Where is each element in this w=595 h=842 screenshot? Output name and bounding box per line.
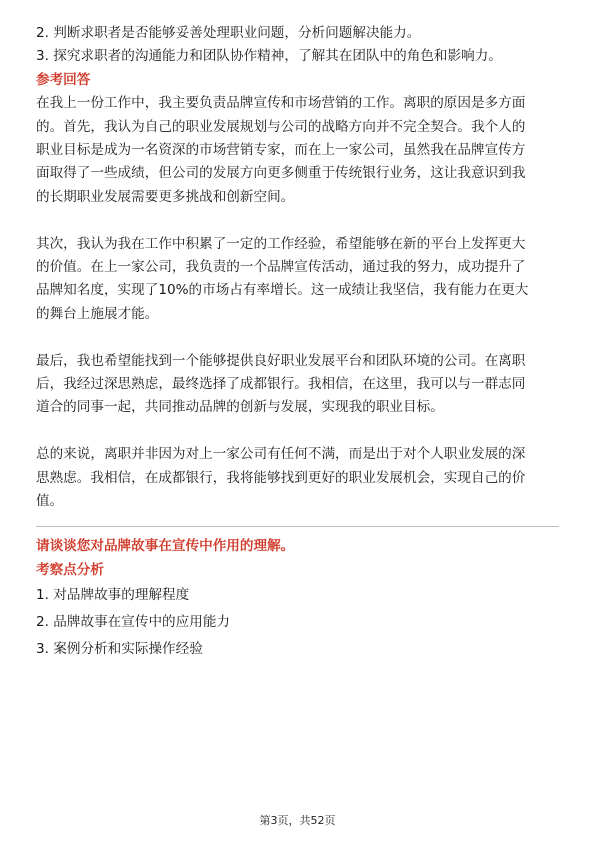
section-divider xyxy=(36,526,559,527)
analysis-heading: 考察点分析 xyxy=(36,561,104,578)
document-page xyxy=(36,22,559,663)
list-item: 3. 探究求职者的沟通能力和团队协作精神，了解其在团队中的角色和影响力。 xyxy=(36,48,502,65)
paragraph-line: 后，我经过深思熟虑，最终选择了成都银行。我相信，在这里，我可以与一群志同 xyxy=(36,376,526,393)
paragraph-line: 在我上一份工作中，我主要负责品牌宣传和市场营销的工作。离职的原因是多方面 xyxy=(36,95,526,112)
answer-heading: 参考回答 xyxy=(36,71,91,88)
answer-paragraph-3 xyxy=(36,350,559,420)
paragraph-line: 最后，我也希望能找到一个能够提供良好职业发展平台和团队环境的公司。在离职 xyxy=(36,352,526,369)
list-item: 2. 品牌故事在宣传中的应用能力 xyxy=(36,614,231,631)
page-number: 第3页，共52页 xyxy=(259,814,336,827)
answer-paragraph-1 xyxy=(36,92,559,209)
paragraph-line: 总的来说，离职并非因为对上一家公司有任何不满，而是出于对个人职业发展的深 xyxy=(36,446,526,463)
answer-paragraph-2 xyxy=(36,233,559,327)
paragraph-line: 思熟虑。我相信，在成都银行，我将能够找到更好的职业发展机会，实现自己的价 xyxy=(36,469,526,486)
paragraph-line: 道合的同事一起，共同推动品牌的创新与发展，实现我的职业目标。 xyxy=(36,399,444,416)
paragraph-line: 值。 xyxy=(36,493,64,510)
paragraph-line: 的长期职业发展需要更多挑战和创新空间。 xyxy=(36,188,295,205)
paragraph-line: 职业目标是成为一名资深的市场营销专家，而在上一家公司，虽然我在品牌宣传方 xyxy=(36,142,526,159)
paragraph-line: 品牌知名度，实现了10%的市场占有率增长。这一成绩让我坚信，我有能力在更大 xyxy=(36,282,529,299)
paragraph-line: 的舞台上施展才能。 xyxy=(36,305,159,322)
paragraph-gap xyxy=(36,209,559,232)
question-heading: 请谈谈您对品牌故事在宣传中作用的理解。 xyxy=(36,538,295,555)
paragraph-line: 的价值。在上一家公司，我负责的一个品牌宣传活动，通过我的努力，成功提升了 xyxy=(36,259,526,276)
paragraph-line: 其次，我认为我在工作中积累了一定的工作经验，希望能够在新的平台上发挥更大 xyxy=(36,235,526,252)
paragraph-gap xyxy=(36,420,559,443)
list-item: 2. 判断求职者是否能够妥善处理职业问题，分析问题解决能力。 xyxy=(36,25,421,41)
paragraph-gap xyxy=(36,326,559,349)
paragraph-line: 面取得了一些成绩，但公司的发展方向更多侧重于传统银行业务，这让我意识到我 xyxy=(36,165,526,182)
list-item: 1. 对品牌故事的理解程度 xyxy=(36,587,190,604)
answer-paragraph-4 xyxy=(36,443,559,513)
paragraph-line: 的。首先，我认为自己的职业发展规划与公司的战略方向并不完全契合。我个人的 xyxy=(36,118,526,135)
list-item: 3. 案例分析和实际操作经验 xyxy=(36,641,203,658)
